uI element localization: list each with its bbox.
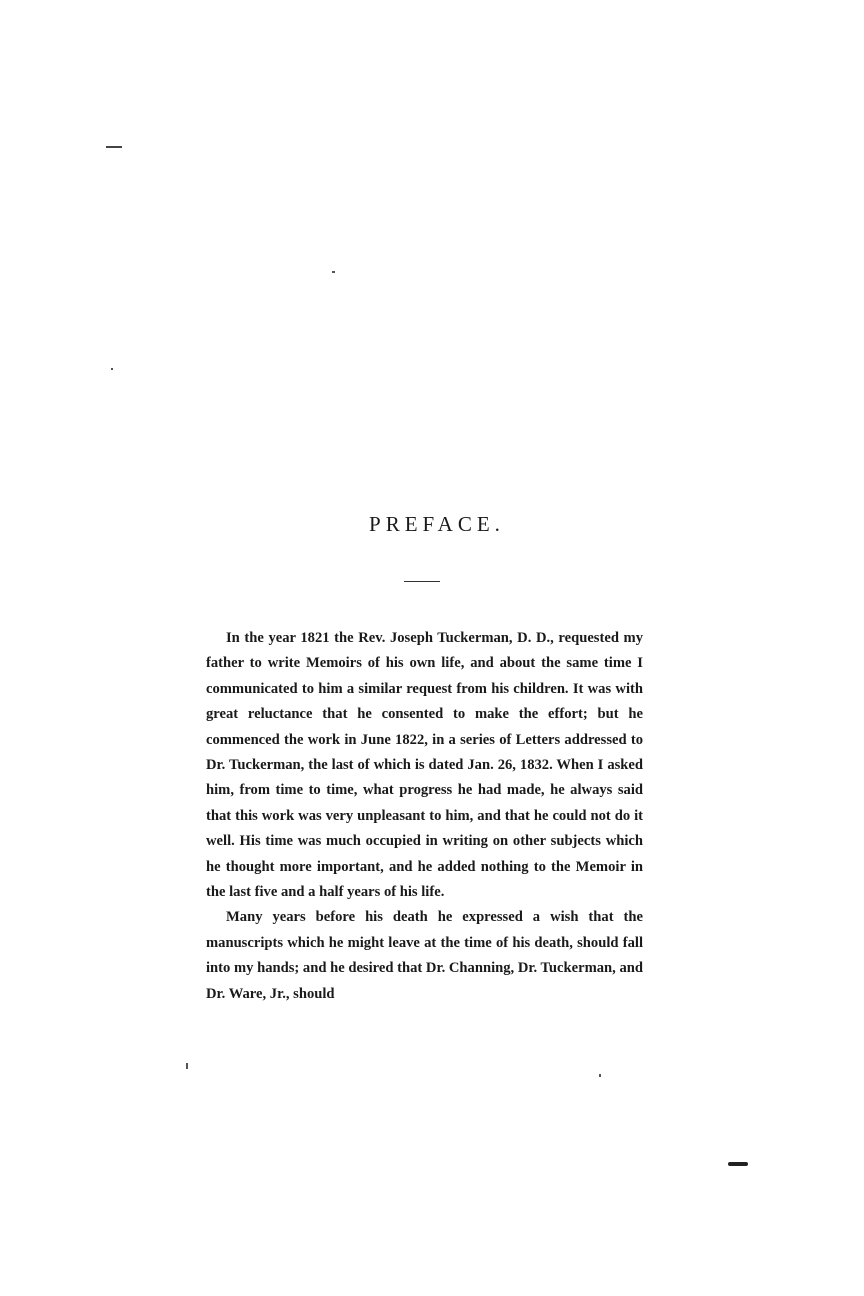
page-title: PREFACE. — [369, 512, 505, 536]
scan-artifact — [106, 146, 122, 148]
scan-speck — [599, 1074, 601, 1077]
paragraph-2: Many years before his death he expressed a wish that the manuscripts which he might leave at the time of his death, should fall into my hands; and he desired that Dr. Channing, Dr. Tuckerman, and Dr. Ware, Jr., should — [206, 909, 643, 1002]
scan-speck — [332, 271, 335, 273]
scan-speck — [111, 368, 113, 370]
title-rule — [404, 581, 440, 582]
scan-artifact — [728, 1162, 748, 1166]
scan-speck — [186, 1063, 188, 1069]
paragraph-1: In the year 1821 the Rev. Joseph Tuckerman, D. D., requested my father to write Memoirs of his own life, and about the same time I communicated to him a similar request from his children. It was with great reluctance that he consented to make the effort; but he commenced the work in June 1822, in a series of Letters addressed to Dr. Tuckerman, the last of which is dated Jan. 26, 1832. When I asked him, from time to time, what progress he had made, he always said that this work was very unpleasant to him, and that he could not do it well. His time was much occupied in writing on other subjects which he thought more important, and he added nothing to the Memoir in the last five and a half years of his life. — [206, 630, 643, 901]
preface-body — [206, 626, 643, 1007]
